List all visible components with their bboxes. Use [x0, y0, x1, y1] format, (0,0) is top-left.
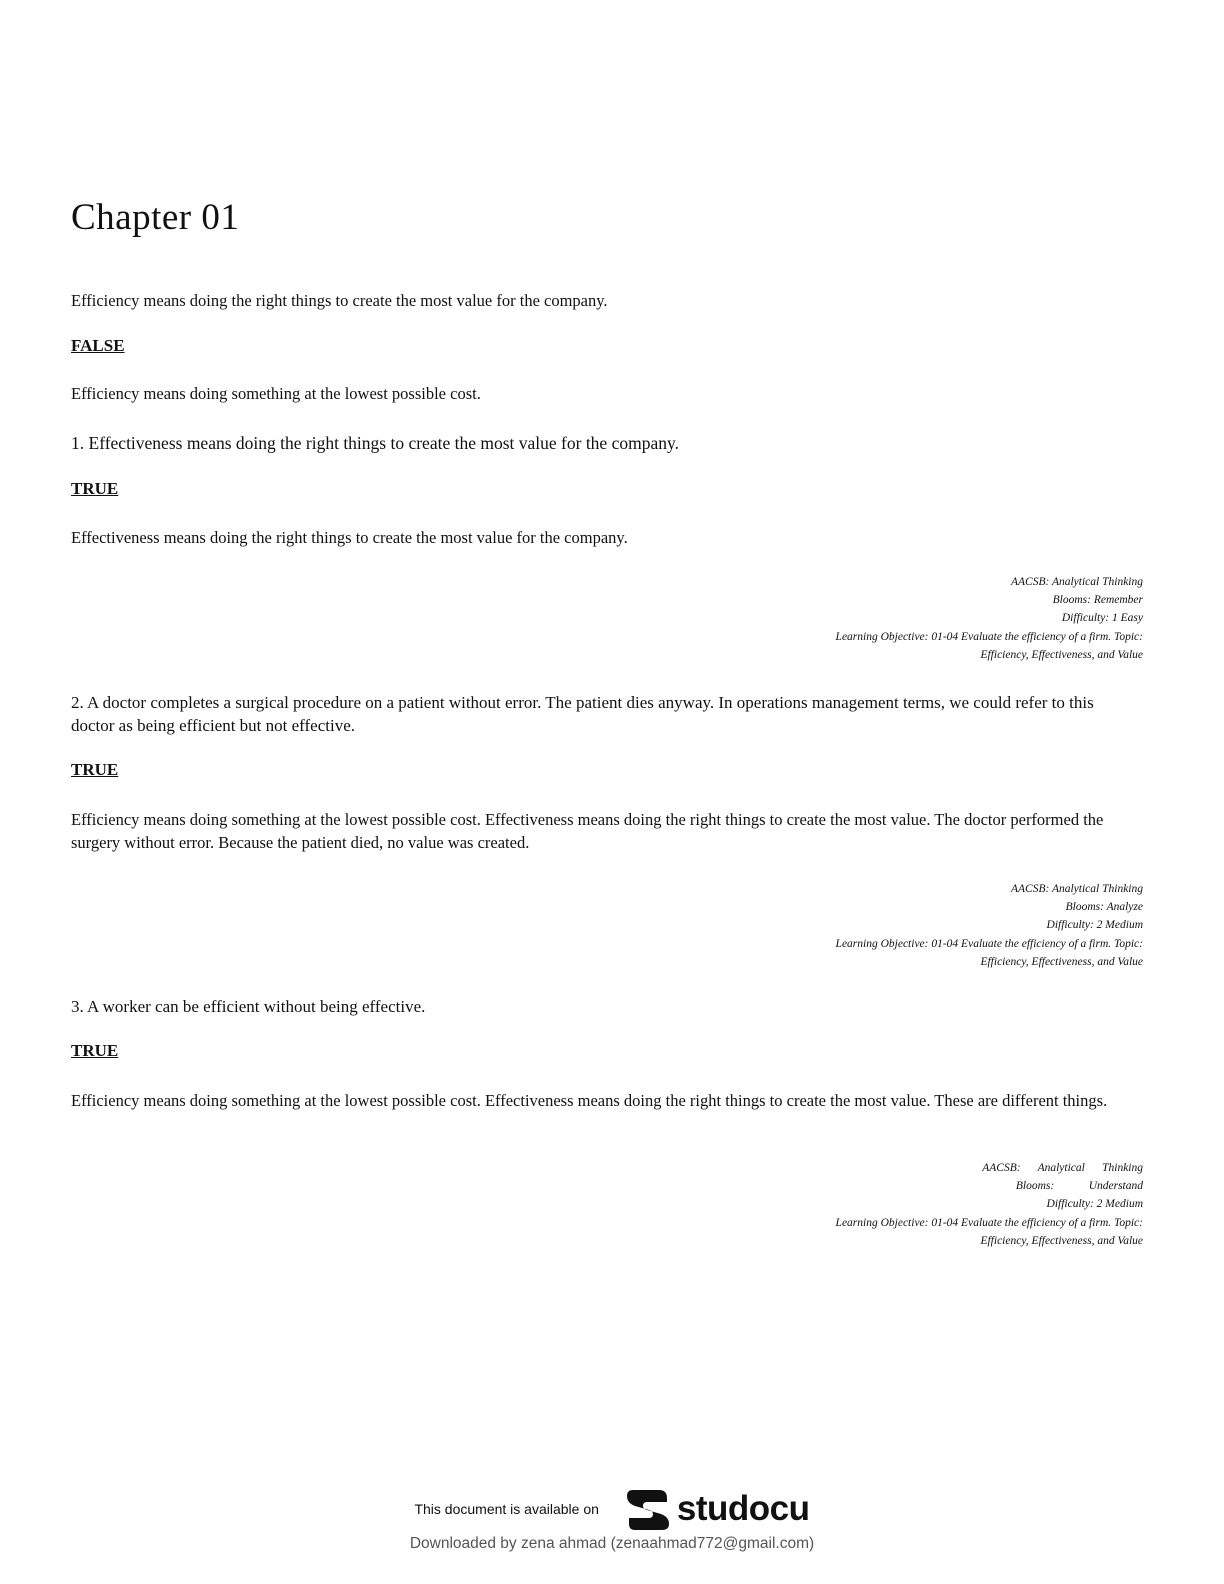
- blooms-tag: Blooms: Understand: [1015, 1180, 1143, 1193]
- download-attribution: Downloaded by zena ahmad (zenaahmad772@gmail.com): [409, 1535, 815, 1552]
- difficulty-tag: Difficulty: 2 Medium: [1046, 919, 1143, 932]
- question-2-answer: TRUE: [71, 760, 119, 779]
- aacsb-tag: AACSB: Analytical Thinking: [982, 1162, 1143, 1174]
- studocu-brand[interactable]: [625, 1486, 810, 1532]
- question-3-explanation: Efficiency means doing something at the lowest possible cost. Effectiveness means doing the right things to create the most value. These are different things.: [71, 1091, 1108, 1110]
- difficulty-tag: Difficulty: 2 Medium: [1046, 1198, 1143, 1211]
- question-1-text: 1. Effectiveness means doing the right things to create the most value for the company.: [71, 433, 679, 453]
- studocu-logo-icon: [625, 1486, 671, 1532]
- learning-objective: Learning Objective: 01-04 Evaluate the efficiency of a firm. Topic:: [835, 937, 1143, 950]
- question-3-text: 3. A worker can be efficient without being effective.: [71, 997, 426, 1016]
- question-1-answer: TRUE: [71, 479, 119, 498]
- available-on-text: This document is available on: [414, 1501, 599, 1517]
- question-3-metadata: [723, 1159, 1143, 1250]
- learning-objective: Learning Objective: 01-04 Evaluate the efficiency of a firm. Topic:: [835, 630, 1143, 643]
- intro-explanation: Efficiency means doing something at the lowest possible cost.: [71, 384, 481, 403]
- topic: Efficiency, Effectiveness, and Value: [980, 648, 1143, 661]
- intro-answer: FALSE: [71, 336, 125, 355]
- blooms-tag: Blooms: Remember: [1052, 594, 1143, 607]
- question-2-explanation: Efficiency means doing something at the lowest possible cost. Effectiveness means doing the right things to create the most value. The doctor performed the surgery without error. Because the patient died, no value was created.: [71, 810, 1104, 852]
- question-1-explanation: Effectiveness means doing the right things to create the most value for the company.: [71, 528, 628, 547]
- aacsb-tag: AACSB: Analytical Thinking: [1010, 576, 1143, 588]
- question-1-metadata: [723, 573, 1143, 664]
- topic: Efficiency, Effectiveness, and Value: [980, 955, 1143, 968]
- aacsb-tag: AACSB: Analytical Thinking: [1010, 883, 1143, 895]
- question-3-answer: TRUE: [71, 1041, 119, 1060]
- topic: Efficiency, Effectiveness, and Value: [980, 1234, 1143, 1247]
- studocu-wordmark: studocu: [676, 1489, 810, 1528]
- intro-statement: Efficiency means doing the right things to create the most value for the company.: [71, 291, 608, 310]
- studocu-banner[interactable]: [0, 1485, 1224, 1533]
- difficulty-tag: Difficulty: 1 Easy: [1061, 612, 1143, 625]
- learning-objective: Learning Objective: 01-04 Evaluate the efficiency of a firm. Topic:: [835, 1216, 1143, 1229]
- page-title: Chapter 01: [71, 197, 240, 238]
- question-2-text: 2. A doctor completes a surgical procedure on a patient without error. The patient dies anyway. In operations management terms, we could refer to this doctor as being efficient but not effective.: [71, 693, 1094, 735]
- blooms-tag: Blooms: Analyze: [1065, 901, 1143, 914]
- question-2-metadata: [723, 880, 1143, 971]
